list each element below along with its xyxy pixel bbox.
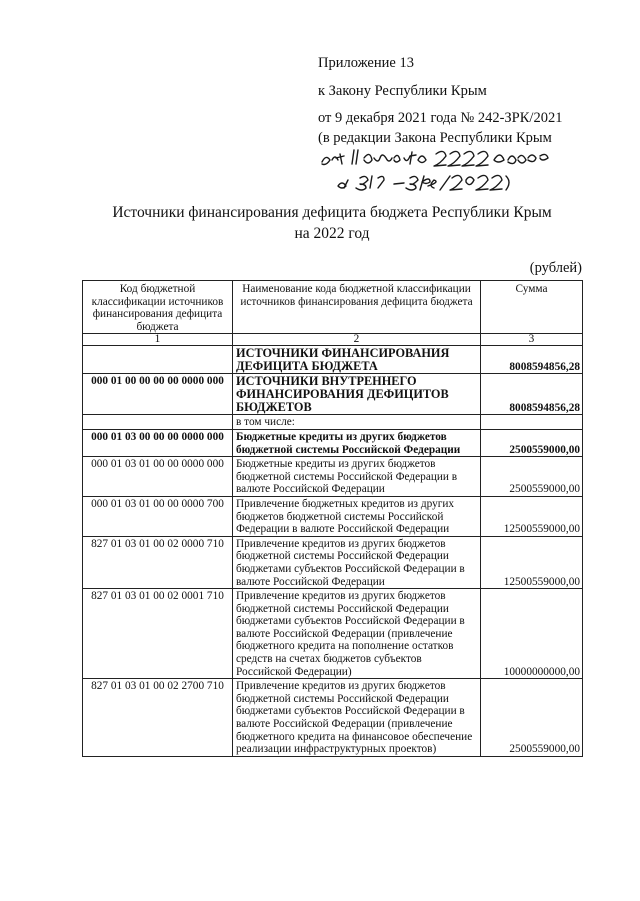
row-sum: 12500559000,00 [481,496,583,536]
header-code: Код бюджетной классификации источников финансирования дефицита бюджета [83,281,233,334]
row-sum: 8008594856,28 [481,374,583,415]
row-sum: 12500559000,00 [481,536,583,588]
row-sum: 2500559000,00 [481,429,583,456]
document-title-line-1: Источники финансирования дефицита бюджета Республики Крым [112,204,552,221]
row-code: 827 01 03 01 00 02 2700 710 [83,679,233,757]
document-title [90,202,574,244]
appendix-law-date: от 9 декабря 2021 года № 242-ЗРК/2021 [318,110,563,127]
financing-sources-table [82,280,583,757]
row-code [83,346,233,374]
appendix-block [318,54,562,148]
handwritten-amendment-signature [318,146,558,198]
row-code [83,415,233,430]
row-code: 827 01 03 01 00 02 0001 710 [83,589,233,679]
row-code: 000 01 03 01 00 00 0000 700 [83,496,233,536]
table-row [83,457,583,497]
appendix-law-reference: к Закону Республики Крым [318,82,487,99]
appendix-edition-note: (в редакции Закона Республики Крым [318,129,552,146]
table-row [83,374,583,415]
row-sum: 2500559000,00 [481,457,583,497]
row-sum: 10000000000,00 [481,589,583,679]
row-code: 000 01 03 00 00 00 0000 000 [83,429,233,456]
row-code: 000 01 00 00 00 00 0000 000 [83,374,233,415]
table-row [83,679,583,757]
row-sum: 8008594856,28 [481,346,583,374]
row-code: 000 01 03 01 00 00 0000 000 [83,457,233,497]
currency-unit: (рублей) [529,260,582,276]
row-sum [481,415,583,430]
row-name: Привлечение бюджетных кредитов из других бюджетов бюджетной системы Российской Федерации в валюте Российской Федерации [233,496,481,536]
column-number-row [83,334,583,346]
row-name: ИСТОЧНИКИ ВНУТРЕННЕГО ФИНАНСИРОВАНИЯ ДЕФИЦИТОВ БЮДЖЕТОВ [233,374,481,415]
table-row [83,589,583,679]
column-number-1: 1 [83,334,233,346]
row-name: ИСТОЧНИКИ ФИНАНСИРОВАНИЯ ДЕФИЦИТА БЮДЖЕТА [233,346,481,374]
table-row [83,536,583,588]
table-row [83,496,583,536]
row-name: Бюджетные кредиты из других бюджетов бюджетной системы Российской Федерации [233,429,481,456]
appendix-number: Приложение 13 [318,55,414,71]
column-number-3: 3 [481,334,583,346]
header-sum: Сумма [481,281,583,334]
table-row [83,346,583,374]
row-name: Бюджетные кредиты из других бюджетов бюджетной системы Российской Федерации в валюте Российской Федерации [233,457,481,497]
table-row [83,415,583,430]
row-name: Привлечение кредитов из других бюджетов бюджетной системы Российской Федерации бюджетами субъектов Российской Федерации в валюте Российской Федерации [233,536,481,588]
row-name: Привлечение кредитов из других бюджетов бюджетной системы Российской Федерации бюджетами субъектов Российской Федерации в валюте Российской Федерации (привлечение бюджетного кредита на финансовое обеспечение реализации инфраструктурных проектов) [233,679,481,757]
table-row [83,429,583,456]
column-number-2: 2 [233,334,481,346]
row-name: Привлечение кредитов из других бюджетов бюджетной системы Российской Федерации бюджетами субъектов Российской Федерации в валюте Российской Федерации (привлечение бюджетного кредита на пополнение остатков средств на счетах бюджетов субъектов Российской Федерации) [233,589,481,679]
row-name: в том числе: [233,415,481,430]
row-code: 827 01 03 01 00 02 0000 710 [83,536,233,588]
table-header-row [83,281,583,334]
row-sum: 2500559000,00 [481,679,583,757]
document-title-line-2: на 2022 год [294,225,370,242]
header-name: Наименование кода бюджетной классификации источников финансирования дефицита бюджета [233,281,481,334]
